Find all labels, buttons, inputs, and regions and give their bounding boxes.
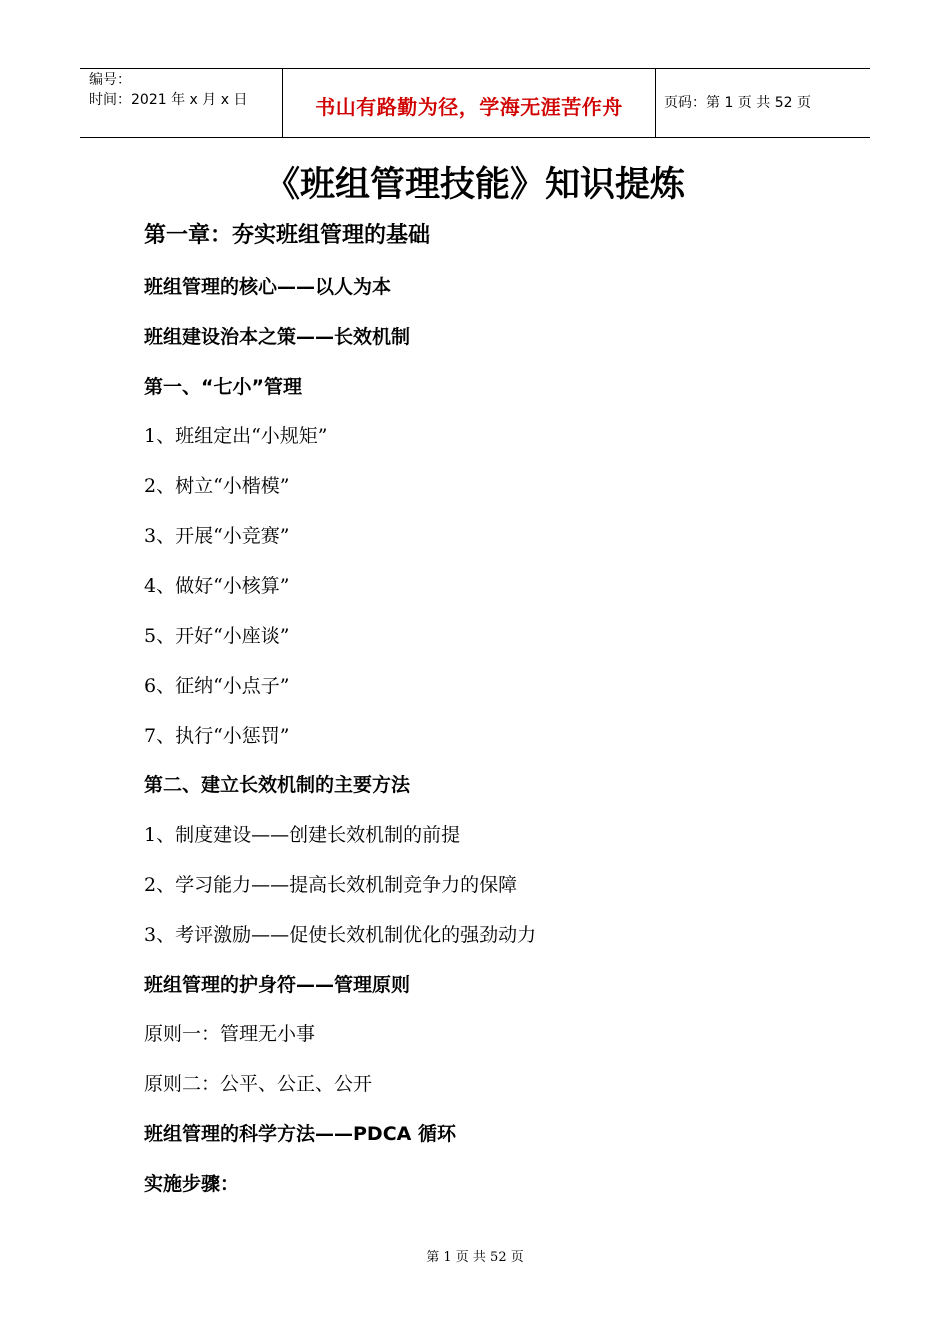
subsection-heading: 实施步骤：	[144, 1173, 240, 1195]
list-item: 5、开好“小座谈”	[144, 625, 290, 647]
list-item: 2、学习能力——提高长效机制竞争力的保障	[144, 874, 518, 896]
document-header-table	[80, 68, 870, 138]
subsection-heading: 第一、“七小”管理	[144, 376, 302, 398]
list-item: 1、制度建设——创建长效机制的前提	[144, 824, 461, 846]
number-label: 编号：	[89, 72, 131, 88]
section-heading: 班组建设治本之策——长效机制	[144, 326, 411, 348]
chapter-heading: 第一章：夯实班组管理的基础	[144, 223, 431, 248]
section-heading: 班组管理的科学方法——PDCA 循环	[144, 1123, 456, 1145]
section-heading: 班组管理的护身符——管理原则	[144, 974, 411, 996]
principle-item: 原则二：公平、公正、公开	[144, 1073, 373, 1095]
list-item: 4、做好“小核算”	[144, 575, 290, 597]
list-item: 1、班组定出“小规矩”	[144, 425, 328, 447]
list-item: 3、开展“小竞赛”	[144, 525, 290, 547]
subsection-heading: 第二、建立长效机制的主要方法	[144, 774, 411, 796]
document-title: 《班组管理技能》知识提炼	[264, 165, 685, 205]
list-item: 2、树立“小楷模”	[144, 475, 290, 497]
header-motto-cell	[282, 69, 656, 137]
page-footer-number: 第 1 页 共 52 页	[426, 1250, 524, 1265]
list-item: 7、执行“小惩罚”	[144, 725, 290, 747]
list-item: 6、征纳“小点子”	[144, 675, 290, 697]
header-page-info: 页码：第 1 页 共 52 页	[664, 95, 811, 111]
header-page-cell	[655, 69, 870, 137]
header-meta-cell	[80, 69, 282, 137]
list-item: 3、考评激励——促使长效机制优化的强劲动力	[144, 924, 537, 946]
motto-text: 书山有路勤为径，学海无涯苦作舟	[315, 95, 623, 119]
section-heading: 班组管理的核心——以人为本	[144, 276, 392, 298]
time-label: 时间：2021 年 x 月 x 日	[89, 92, 248, 108]
principle-item: 原则一：管理无小事	[144, 1023, 316, 1045]
